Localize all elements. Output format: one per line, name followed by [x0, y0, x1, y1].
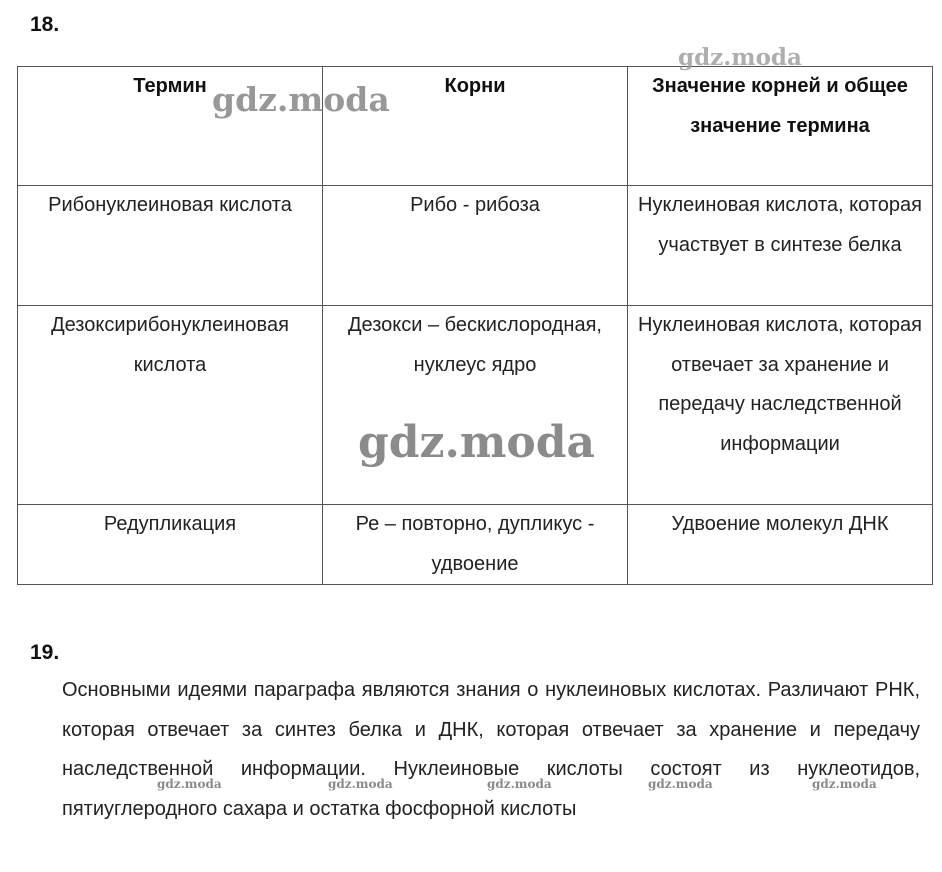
- term-cell: Дезоксирибонуклеиновая кислота: [18, 306, 323, 505]
- meaning-cell: Удвоение молекул ДНК: [628, 505, 933, 585]
- terms-table: [17, 66, 933, 585]
- watermark-small: gdz.moda: [157, 777, 222, 791]
- table-row: [18, 505, 933, 585]
- term-cell: Рибонуклеиновая кислота: [18, 186, 323, 306]
- meaning-cell: Нуклеиновая кислота, которая отвечает за хранение и передачу наследственной информации: [628, 306, 933, 505]
- watermark-small: gdz.moda: [812, 777, 877, 791]
- table-row: [18, 306, 933, 505]
- roots-cell: Дезокси – бескислородная, нуклеус ядро: [323, 306, 628, 505]
- watermark: gdz.moda: [678, 44, 802, 71]
- task-18-number: 18.: [30, 13, 60, 36]
- watermark-small: gdz.moda: [648, 777, 713, 791]
- watermark: gdz.moda: [358, 417, 596, 468]
- meaning-cell: Нуклеиновая кислота, которая участвует в синтезе белка: [628, 186, 933, 306]
- task-19-number: 19.: [30, 641, 60, 664]
- roots-cell: Ре – повторно, дупликус - удвоение: [323, 505, 628, 585]
- table-header-row: [18, 67, 933, 186]
- term-cell: Редупликация: [18, 505, 323, 585]
- watermark-small: gdz.moda: [487, 777, 552, 791]
- watermark: gdz.moda: [212, 80, 390, 119]
- header-roots: Корни: [323, 67, 628, 186]
- watermark-small: gdz.moda: [328, 777, 393, 791]
- task-19-paragraph: Основными идеями параграфа являются знания о нуклеиновых кислотах. Различают РНК, которая отвечает за синтез белка и ДНК, которая отвечает за хранение и передачу наследственной информации. Нуклеиновые кислоты состоят из нуклеотидов, пятиуглеродного сахара и остатка фосфорной кислоты: [62, 679, 920, 820]
- header-meaning: Значение корней и общее значение термина: [628, 67, 933, 186]
- table-row: [18, 186, 933, 306]
- roots-cell: Рибо - рибоза: [323, 186, 628, 306]
- header-term: Термин: [18, 67, 323, 186]
